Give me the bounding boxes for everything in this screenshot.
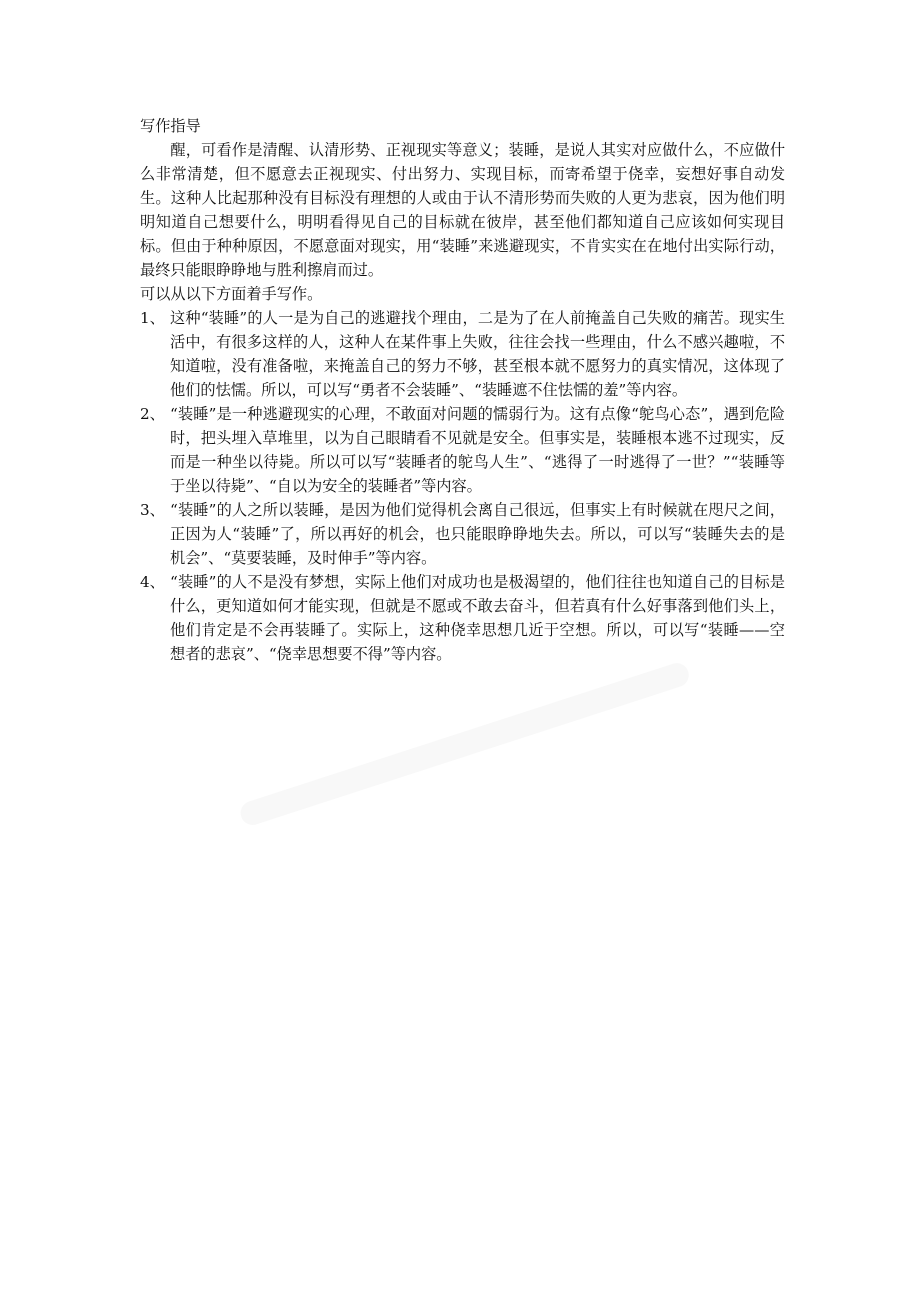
writing-points-list	[140, 306, 785, 666]
intro-paragraph: 醒，可看作是清醒、认清形势、正视现实等意义；装睡，是说人其实对应做什么，不应做什么非常清楚，但不愿意去正视现实、付出努力、实现目标，而寄希望于侥幸，妄想好事自动发生。这种人比起那种没有目标没有理想的人或由于认不清形势而失败的人更为悲哀，因为他们明明知道自己想要什么，明明看得见自己的目标就在彼岸，甚至他们都知道自己应该如何实现目标。但由于种种原因，不愿意面对现实，用“装睡”来逃避现实，不肯实实在在地付出实际行动，最终只能眼睁睁地与胜利擦肩而过。	[140, 141, 785, 279]
list-item	[140, 570, 785, 666]
list-item-number: 1、	[140, 309, 165, 327]
list-item	[140, 306, 785, 402]
lead-sentence: 可以从以下方面着手写作。	[140, 285, 323, 303]
list-item	[140, 498, 785, 570]
list-item-number: 2、	[140, 405, 165, 423]
list-item-text: “装睡”的人不是没有梦想，实际上他们对成功也是极渴望的，他们往往也知道自己的目标是什么，更知道如何才能实现，但就是不愿或不敢去奋斗，但若真有什么好事落到他们头上，他们肯定是不会再装睡了。实际上，这种侥幸思想几近于空想。所以，可以写“装睡——空想者的悲哀”、“侥幸思想要不得”等内容。	[170, 573, 785, 663]
list-item-number: 3、	[140, 501, 165, 519]
list-item	[140, 402, 785, 498]
document-title: 写作指导	[140, 117, 201, 135]
list-item-text: “装睡”的人之所以装睡，是因为他们觉得机会离自己很远，但事实上有时候就在咫尺之间，正因为人“装睡”了，所以再好的机会，也只能眼睁睁地失去。所以，可以写“装睡失去的是机会”、“莫要装睡，及时伸手”等内容。	[170, 501, 785, 567]
list-item-text: “装睡”是一种逃避现实的心理，不敢面对问题的懦弱行为。这有点像“鸵鸟心态”，遇到危险时，把头埋入草堆里，以为自己眼睛看不见就是安全。但事实是，装睡根本逃不过现实，反而是一种坐以待毙。所以可以写“装睡者的鸵鸟人生”、“逃得了一时逃得了一世？”“装睡等于坐以待毙”、“自以为安全的装睡者”等内容。	[170, 405, 785, 495]
list-item-text: 这种“装睡”的人一是为自己的逃避找个理由，二是为了在人前掩盖自己失败的痛苦。现实生活中，有很多这样的人，这种人在某件事上失败，往往会找一些理由，什么不感兴趣啦，不知道啦，没有准备啦，来掩盖自己的努力不够，甚至根本就不愿努力的真实情况，这体现了他们的怯懦。所以，可以写“勇者不会装睡”、“装睡遮不住怯懦的羞”等内容。	[170, 309, 785, 399]
list-item-number: 4、	[140, 573, 165, 591]
document-page	[140, 114, 785, 666]
